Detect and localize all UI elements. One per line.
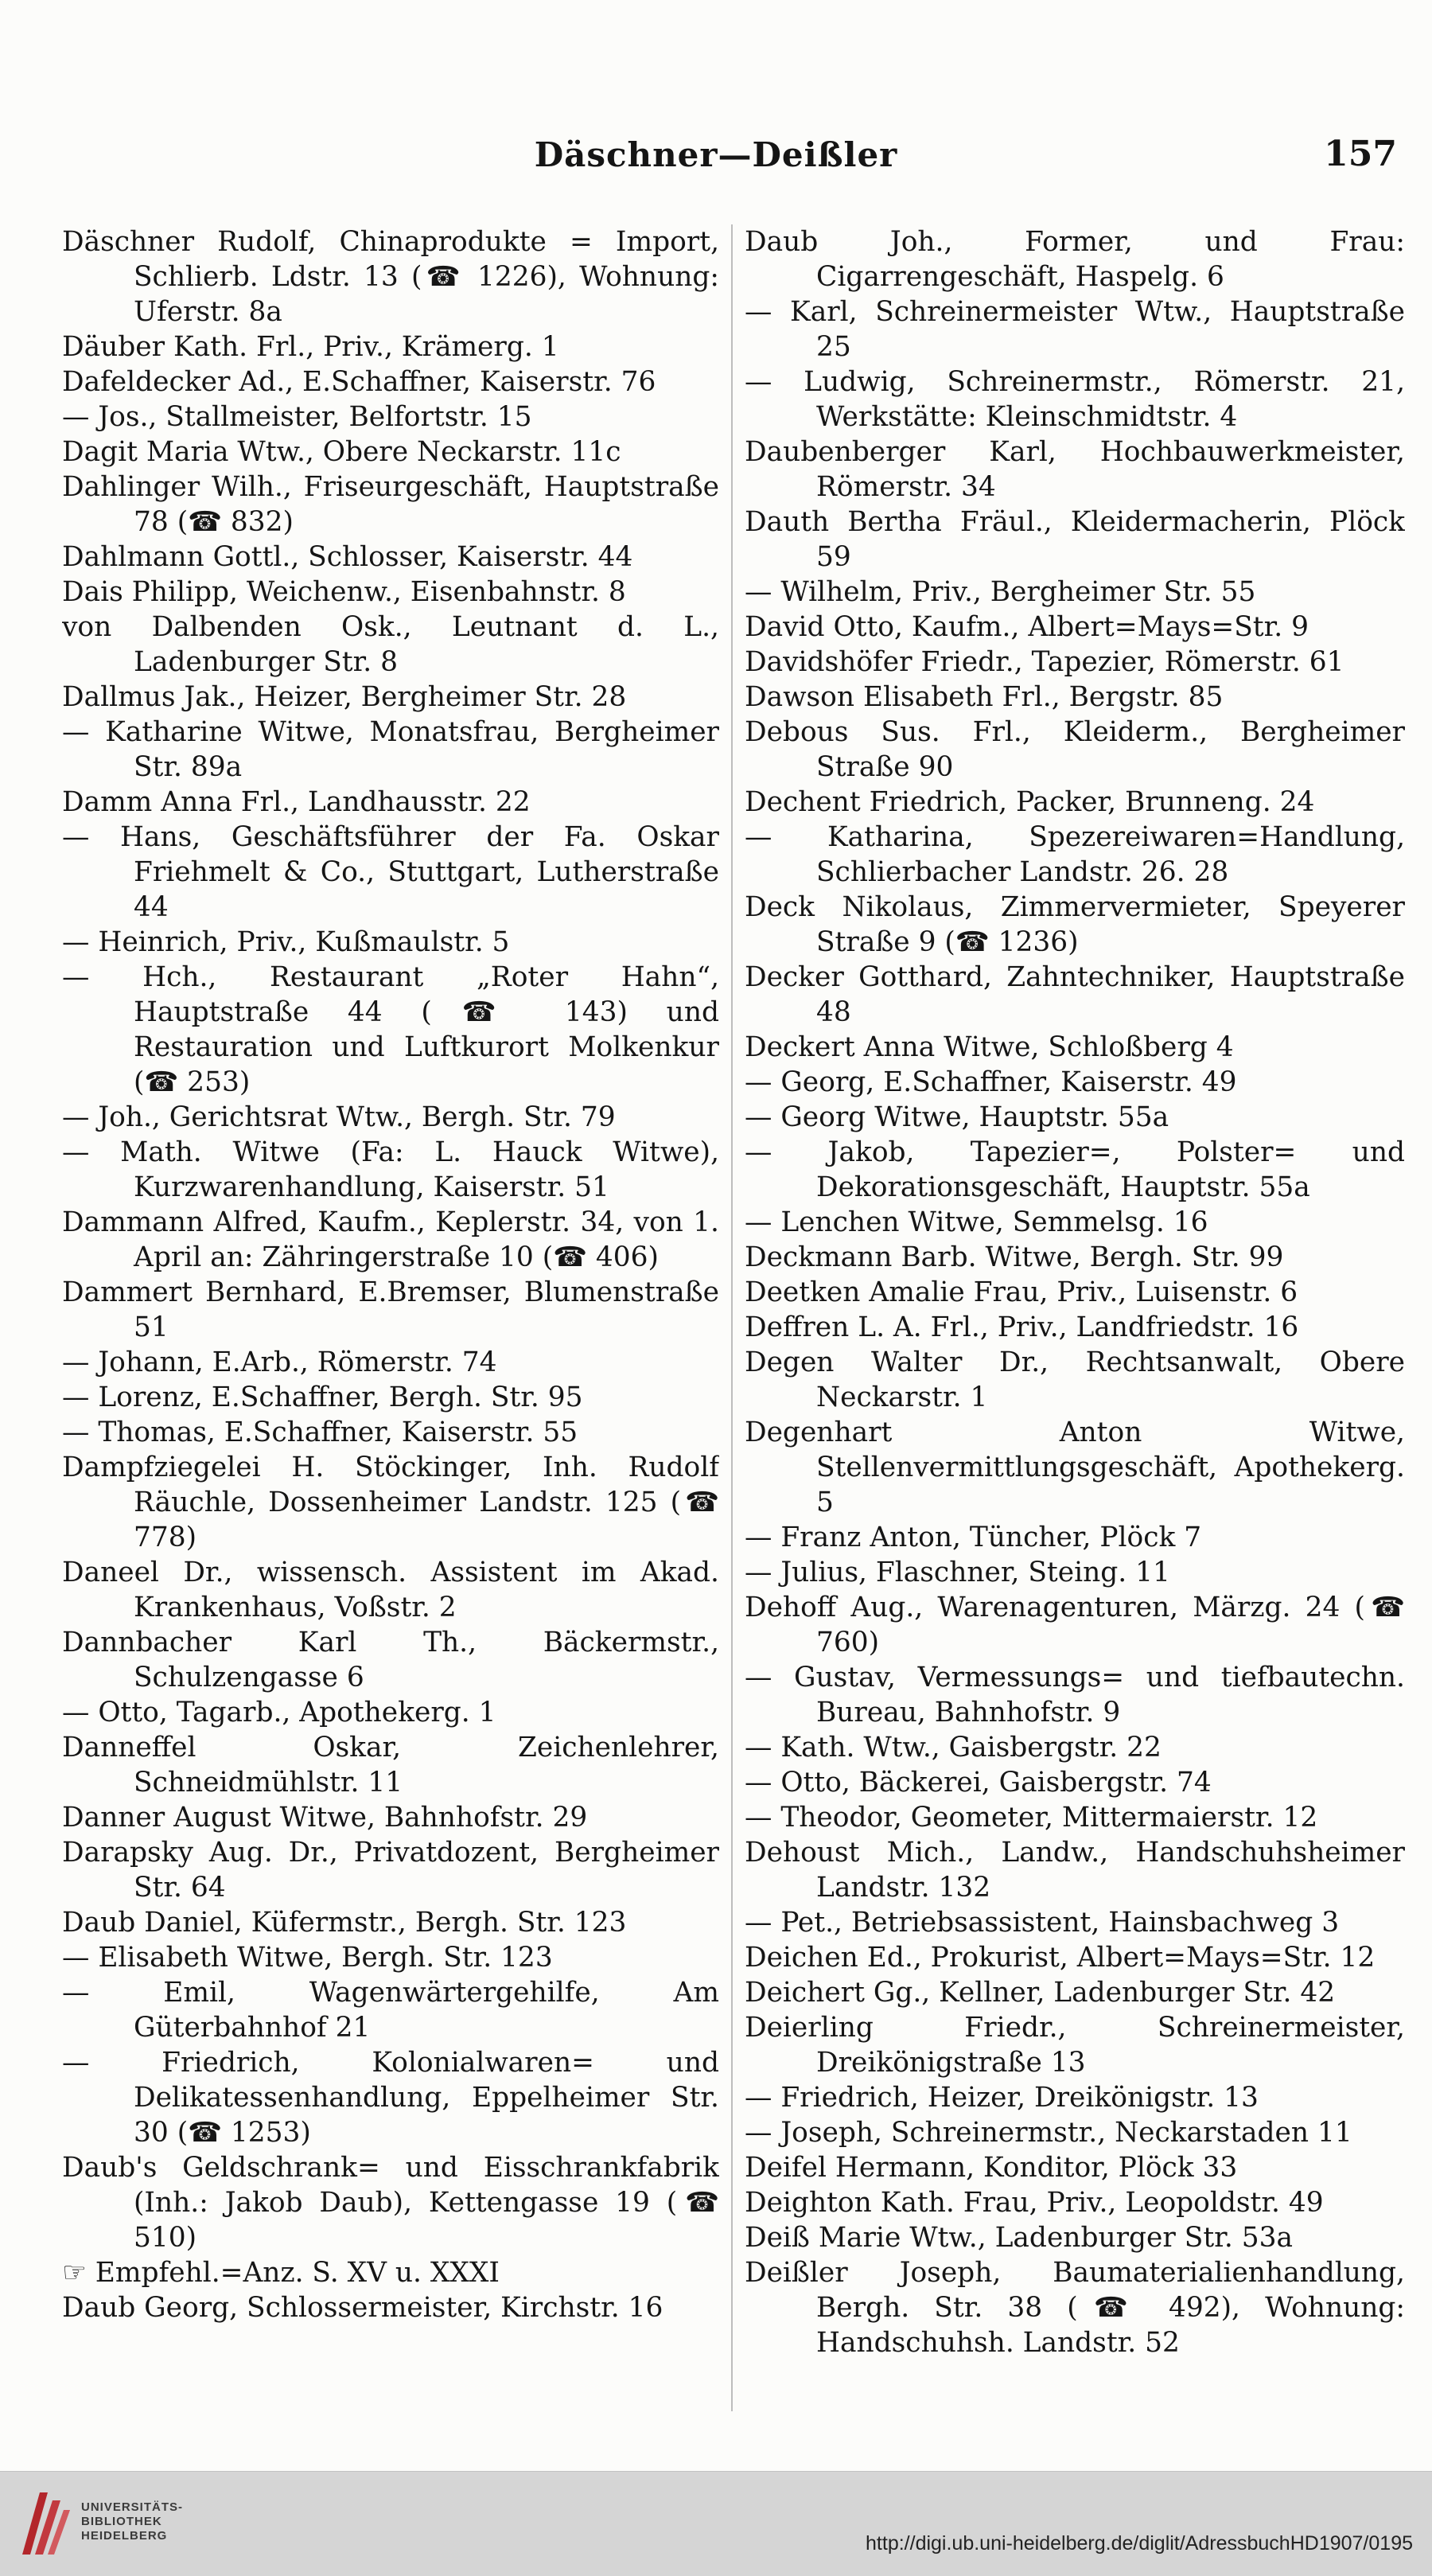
logo-line: HEIDELBERG <box>81 2529 168 2543</box>
column-divider <box>731 224 733 2411</box>
logo-line: UNIVERSITÄTS- <box>81 2500 184 2514</box>
directory-entry: Deierling Friedr., Schreinermeister, Dreikönigstraße 13 <box>745 2012 1405 2079</box>
directory-entry: Däuber Kath. Frl., Priv., Krämerg. 1 <box>62 331 559 363</box>
directory-entry: — Heinrich, Priv., Kußmaulstr. 5 <box>62 926 510 958</box>
directory-entry: — Gustav, Vermessungs= und tiefbautechn. Bureau, Bahnhofstr. 9 <box>745 1662 1405 1728</box>
directory-entry: — Joseph, Schreinermstr., Neckarstaden 11 <box>745 2117 1352 2149</box>
directory-entry: Dampfziegelei H. Stöckinger, Inh. Rudolf Räuchle, Dossenheimer Landstr. 125 (☎ 778) <box>62 1452 719 1553</box>
directory-entry: — Otto, Bäckerei, Gaisbergstr. 74 <box>745 1767 1212 1799</box>
directory-entry: — Joh., Gerichtsrat Wtw., Bergh. Str. 79 <box>62 1101 616 1133</box>
directory-entry: Daub Georg, Schlossermeister, Kirchstr. 16 <box>62 2292 663 2324</box>
directory-entry: — Emil, Wagenwärtergehilfe, Am Güterbahnhof 21 <box>62 1977 719 2044</box>
directory-entry: Danner August Witwe, Bahnhofstr. 29 <box>62 1802 588 1834</box>
directory-entry: Davidshöfer Friedr., Tapezier, Römerstr. 61 <box>745 646 1344 678</box>
directory-entry: Dehoff Aug., Warenagenturen, Märzg. 24 (☎ 760) <box>745 1592 1405 1658</box>
page-title: Däschner—Deißler <box>534 135 898 174</box>
directory-entry: — Thomas, E.Schaffner, Kaiserstr. 55 <box>62 1417 578 1448</box>
directory-entry: — Elisabeth Witwe, Bergh. Str. 123 <box>62 1942 553 1974</box>
directory-entry: — Hans, Geschäftsführer der Fa. Oskar Friehmelt & Co., Stuttgart, Lutherstraße 44 <box>62 821 719 923</box>
directory-entry: Daub Daniel, Küfermstr., Bergh. Str. 123 <box>62 1907 627 1939</box>
directory-entry: Daubenberger Karl, Hochbauwerkmeister, Römerstr. 34 <box>745 436 1405 503</box>
right-column <box>745 224 1405 2360</box>
directory-entry: — Theodor, Geometer, Mittermaierstr. 12 <box>745 1802 1318 1834</box>
directory-entry: — Kath. Wtw., Gaisbergstr. 22 <box>745 1732 1162 1763</box>
directory-entry: Däschner Rudolf, Chinaprodukte = Import, Schlierb. Ldstr. 13 (☎ 1226), Wohnung: Uferstr. 8a <box>62 226 719 328</box>
directory-entry: Deifel Hermann, Konditor, Plöck 33 <box>745 2152 1238 2184</box>
directory-entry: Darapsky Aug. Dr., Privatdozent, Bergheimer Str. 64 <box>62 1837 719 1904</box>
directory-entry: Damm Anna Frl., Landhausstr. 22 <box>62 786 531 818</box>
directory-entry: Degen Walter Dr., Rechtsanwalt, Obere Neckarstr. 1 <box>745 1346 1405 1413</box>
footer-bar <box>0 2471 1432 2576</box>
directory-entry: David Otto, Kaufm., Albert=Mays=Str. 9 <box>745 611 1309 643</box>
directory-entry: Debous Sus. Frl., Kleiderm., Bergheimer Straße 90 <box>745 716 1405 783</box>
directory-entry: Deetken Amalie Frau, Priv., Luisenstr. 6 <box>745 1276 1298 1308</box>
directory-entry: — Karl, Schreinermeister Wtw., Hauptstraße 25 <box>745 296 1405 363</box>
directory-entry: Deichen Ed., Prokurist, Albert=Mays=Str. 12 <box>745 1942 1376 1974</box>
directory-entry: Dagit Maria Wtw., Obere Neckarstr. 11c <box>62 436 621 468</box>
directory-entry: Dawson Elisabeth Frl., Bergstr. 85 <box>745 681 1224 713</box>
directory-entry: Dannbacher Karl Th., Bäckermstr., Schulzengasse 6 <box>62 1627 719 1693</box>
directory-entry: Dafeldecker Ad., E.Schaffner, Kaiserstr. 76 <box>62 366 656 398</box>
directory-entry: Dahlmann Gottl., Schlosser, Kaiserstr. 44 <box>62 541 633 573</box>
directory-entry: Dallmus Jak., Heizer, Bergheimer Str. 28 <box>62 681 627 713</box>
directory-entry: — Julius, Flaschner, Steing. 11 <box>745 1557 1170 1588</box>
directory-entry: Dehoust Mich., Landw., Handschuhsheimer Landstr. 132 <box>745 1837 1405 1904</box>
directory-entry: Danneffel Oskar, Zeichenlehrer, Schneidmühlstr. 11 <box>62 1732 719 1799</box>
directory-entry: — Friedrich, Heizer, Dreikönigstr. 13 <box>745 2082 1259 2114</box>
directory-entry: von Dalbenden Osk., Leutnant d. L., Ladenburger Str. 8 <box>62 611 719 678</box>
directory-entry: Dammann Alfred, Kaufm., Keplerstr. 34, von 1. April an: Zähringerstraße 10 (☎ 406) <box>62 1206 719 1273</box>
directory-entry: Dais Philipp, Weichenw., Eisenbahnstr. 8 <box>62 576 626 608</box>
directory-entry: — Jos., Stallmeister, Belfortstr. 15 <box>62 401 532 433</box>
directory-entry: Deichert Gg., Kellner, Ladenburger Str. 42 <box>745 1977 1336 2009</box>
directory-entry: Deckert Anna Witwe, Schloßberg 4 <box>745 1031 1234 1063</box>
source-url-link[interactable]: http://digi.ub.uni-heidelberg.de/diglit/AdressbuchHD1907/0195 <box>866 2532 1413 2555</box>
directory-entry: Dechent Friedrich, Packer, Brunneng. 24 <box>745 786 1315 818</box>
directory-entry: — Lenchen Witwe, Semmelsg. 16 <box>745 1206 1208 1238</box>
directory-entry: Daub's Geldschrank= und Eisschrankfabrik (Inh.: Jakob Daub), Kettengasse 19 (☎ 510) <box>62 2152 719 2254</box>
directory-entry: Degenhart Anton Witwe, Stellenvermittlungsgeschäft, Apothekerg. 5 <box>745 1417 1405 1518</box>
directory-entry: — Katharine Witwe, Monatsfrau, Bergheimer Str. 89a <box>62 716 719 783</box>
logo-line: BIBLIOTHEK <box>81 2515 162 2528</box>
directory-entry: — Georg, E.Schaffner, Kaiserstr. 49 <box>745 1066 1237 1098</box>
directory-entry: — Hch., Restaurant „Roter Hahn“, Hauptstraße 44 (☎ 143) und Restauration und Luftkurort Molkenkur (☎ 253) <box>62 961 719 1098</box>
directory-entry: Daneel Dr., wissensch. Assistent im Akad. Krankenhaus, Voßstr. 2 <box>62 1557 719 1623</box>
left-column <box>62 224 719 2325</box>
directory-entry: ☞ Empfehl.=Anz. S. XV u. XXXI <box>62 2257 500 2289</box>
directory-entry: Dammert Bernhard, E.Bremser, Blumenstraße 51 <box>62 1276 719 1343</box>
directory-entry: — Katharina, Spezereiwaren=Handlung, Schlierbacher Landstr. 26. 28 <box>745 821 1405 888</box>
directory-entry: — Otto, Tagarb., Apothekerg. 1 <box>62 1697 496 1728</box>
directory-entry: Dahlinger Wilh., Friseurgeschäft, Hauptstraße 78 (☎ 832) <box>62 471 719 538</box>
directory-entry: — Friedrich, Kolonialwaren= und Delikatessenhandlung, Eppelheimer Str. 30 (☎ 1253) <box>62 2047 719 2149</box>
directory-entry: Deighton Kath. Frau, Priv., Leopoldstr. 49 <box>745 2187 1324 2219</box>
directory-entry: Deißler Joseph, Baumaterialienhandlung, Bergh. Str. 38 (☎ 492), Wohnung: Handschuhsh. Landstr. 52 <box>745 2257 1405 2359</box>
page-number: 157 <box>1324 134 1397 174</box>
directory-entry: Deiß Marie Wtw., Ladenburger Str. 53a <box>745 2222 1293 2254</box>
directory-entry: Deck Nikolaus, Zimmervermieter, Speyerer Straße 9 (☎ 1236) <box>745 891 1405 958</box>
directory-entry: Dauth Bertha Fräul., Kleidermacherin, Plöck 59 <box>745 506 1405 573</box>
directory-entry: — Pet., Betriebsassistent, Hainsbachweg 3 <box>745 1907 1340 1939</box>
directory-entry: — Lorenz, E.Schaffner, Bergh. Str. 95 <box>62 1382 583 1413</box>
directory-entry: — Jakob, Tapezier=, Polster= und Dekorationsgeschäft, Hauptstr. 55a <box>745 1136 1405 1203</box>
directory-entry: Deckmann Barb. Witwe, Bergh. Str. 99 <box>745 1241 1284 1273</box>
directory-entry: — Franz Anton, Tüncher, Plöck 7 <box>745 1522 1202 1553</box>
directory-entry: Daub Joh., Former, und Frau: Cigarrengeschäft, Haspelg. 6 <box>745 226 1405 293</box>
directory-entry: — Wilhelm, Priv., Bergheimer Str. 55 <box>745 576 1256 608</box>
directory-entry: — Johann, E.Arb., Römerstr. 74 <box>62 1346 497 1378</box>
directory-entry: Decker Gotthard, Zahntechniker, Hauptstraße 48 <box>745 961 1405 1028</box>
library-logo-text <box>81 2500 256 2543</box>
directory-entry: — Math. Witwe (Fa: L. Hauck Witwe), Kurzwarenhandlung, Kaiserstr. 51 <box>62 1136 719 1203</box>
directory-entry: Deffren L. A. Frl., Priv., Landfriedstr. 16 <box>745 1311 1299 1343</box>
directory-entry: — Ludwig, Schreinermstr., Römerstr. 21, Werkstätte: Kleinschmidtstr. 4 <box>745 366 1405 433</box>
library-logo-icon <box>16 2478 75 2566</box>
directory-entry: — Georg Witwe, Hauptstr. 55a <box>745 1101 1169 1133</box>
